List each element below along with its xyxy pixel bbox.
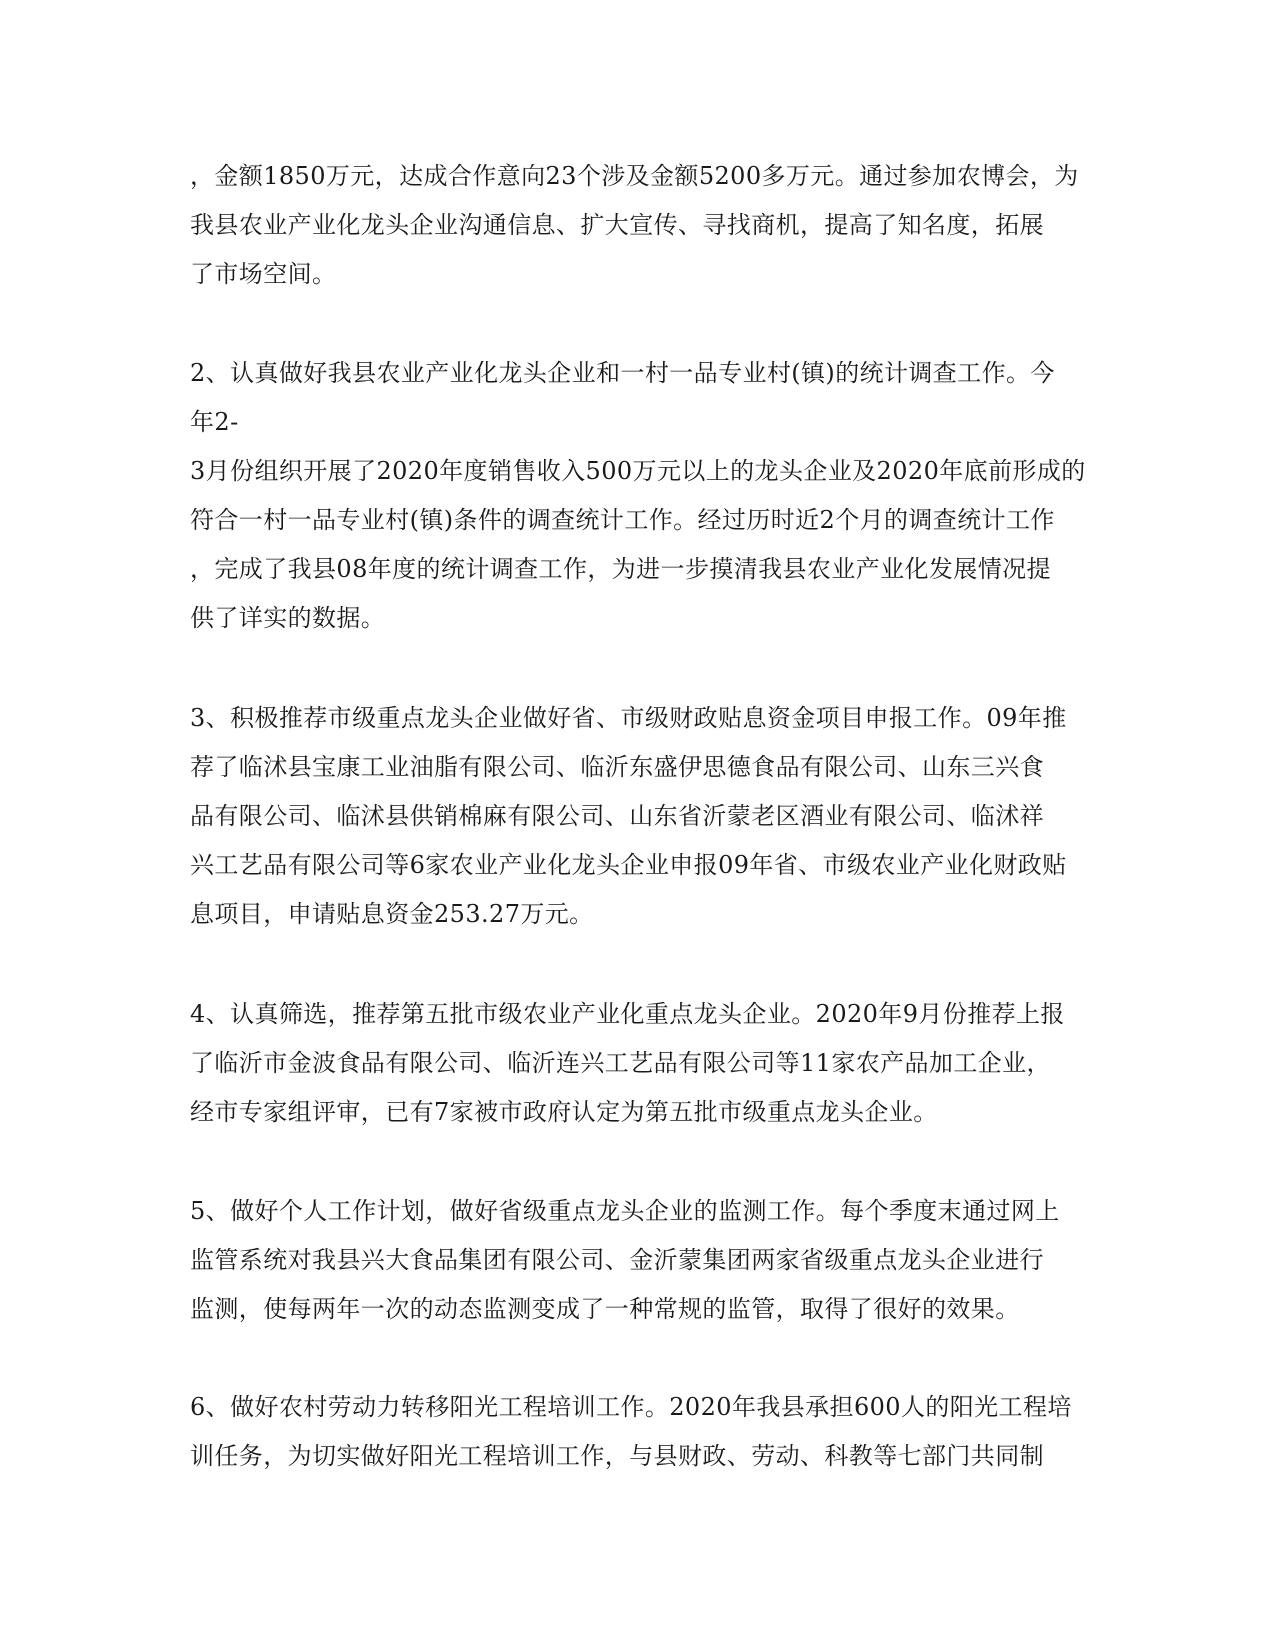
text-line: 符合一村一品专业村(镇)条件的调查统计工作。经过历时近2个月的调查统计工作: [190, 506, 1055, 534]
text-line: 6、做好农村劳动力转移阳光工程培训工作。2020年我县承担600人的阳光工程培: [190, 1393, 1072, 1421]
text-line: 3、积极推荐市级重点龙头企业做好省、市级财政贴息资金项目申报工作。09年推: [190, 704, 1067, 732]
text-line: 训任务，为切实做好阳光工程培训工作，与县财政、劳动、科教等七部门共同制: [190, 1442, 1044, 1470]
paragraph-item-6: [190, 1383, 1090, 1481]
text-line: 3月份组织开展了2020年度销售收入500万元以上的龙头企业及2020年底前形成的: [190, 457, 1086, 485]
text-line: 监管系统对我县兴大食品集团有限公司、金沂蒙集团两家省级重点龙头企业进行: [190, 1246, 1044, 1274]
text-line: 了市场空间。: [190, 260, 337, 288]
paragraph-item-3: [190, 694, 1090, 939]
text-line: 经市专家组评审，已有7家被市政府认定为第五批市级重点龙头企业。: [190, 1098, 938, 1126]
paragraph-item-2: [190, 349, 1090, 643]
paragraph-item-5: [190, 1187, 1090, 1334]
text-line: 兴工艺品有限公司等6家农业产业化龙头企业申报09年省、市级农业产业化财政贴: [190, 851, 1067, 879]
text-line: ，金额1850万元，达成合作意向23个涉及金额5200多万元。通过参加农博会，为: [190, 162, 1079, 190]
text-line: 息项目，申请贴息资金253.27万元。: [190, 900, 594, 928]
text-line: 4、认真筛选，推荐第五批市级农业产业化重点龙头企业。2020年9月份推荐上报: [190, 1000, 1065, 1028]
paragraph-item-4: [190, 990, 1090, 1137]
text-line: 2、认真做好我县农业产业化龙头企业和一村一品专业村(镇)的统计调查工作。今: [190, 359, 1055, 387]
text-line: 供了详实的数据。: [190, 604, 386, 632]
text-line: 了临沂市金波食品有限公司、临沂连兴工艺品有限公司等11家农产品加工企业，: [190, 1049, 1051, 1077]
text-line: 年2-: [190, 408, 239, 436]
paragraph-continuation: [190, 152, 1090, 299]
text-line: 监测，使每两年一次的动态监测变成了一种常规的监管，取得了很好的效果。: [190, 1295, 1020, 1323]
text-line: 荐了临沭县宝康工业油脂有限公司、临沂东盛伊思德食品有限公司、山东三兴食: [190, 753, 1044, 781]
text-line: 我县农业产业化龙头企业沟通信息、扩大宣传、寻找商机，提高了知名度，拓展: [190, 211, 1044, 239]
text-line: ，完成了我县08年度的统计调查工作，为进一步摸清我县农业产业化发展情况提: [190, 555, 1051, 583]
text-line: 5、做好个人工作计划，做好省级重点龙头企业的监测工作。每个季度末通过网上: [190, 1197, 1060, 1225]
text-line: 品有限公司、临沭县供销棉麻有限公司、山东省沂蒙老区酒业有限公司、临沭祥: [190, 802, 1044, 830]
